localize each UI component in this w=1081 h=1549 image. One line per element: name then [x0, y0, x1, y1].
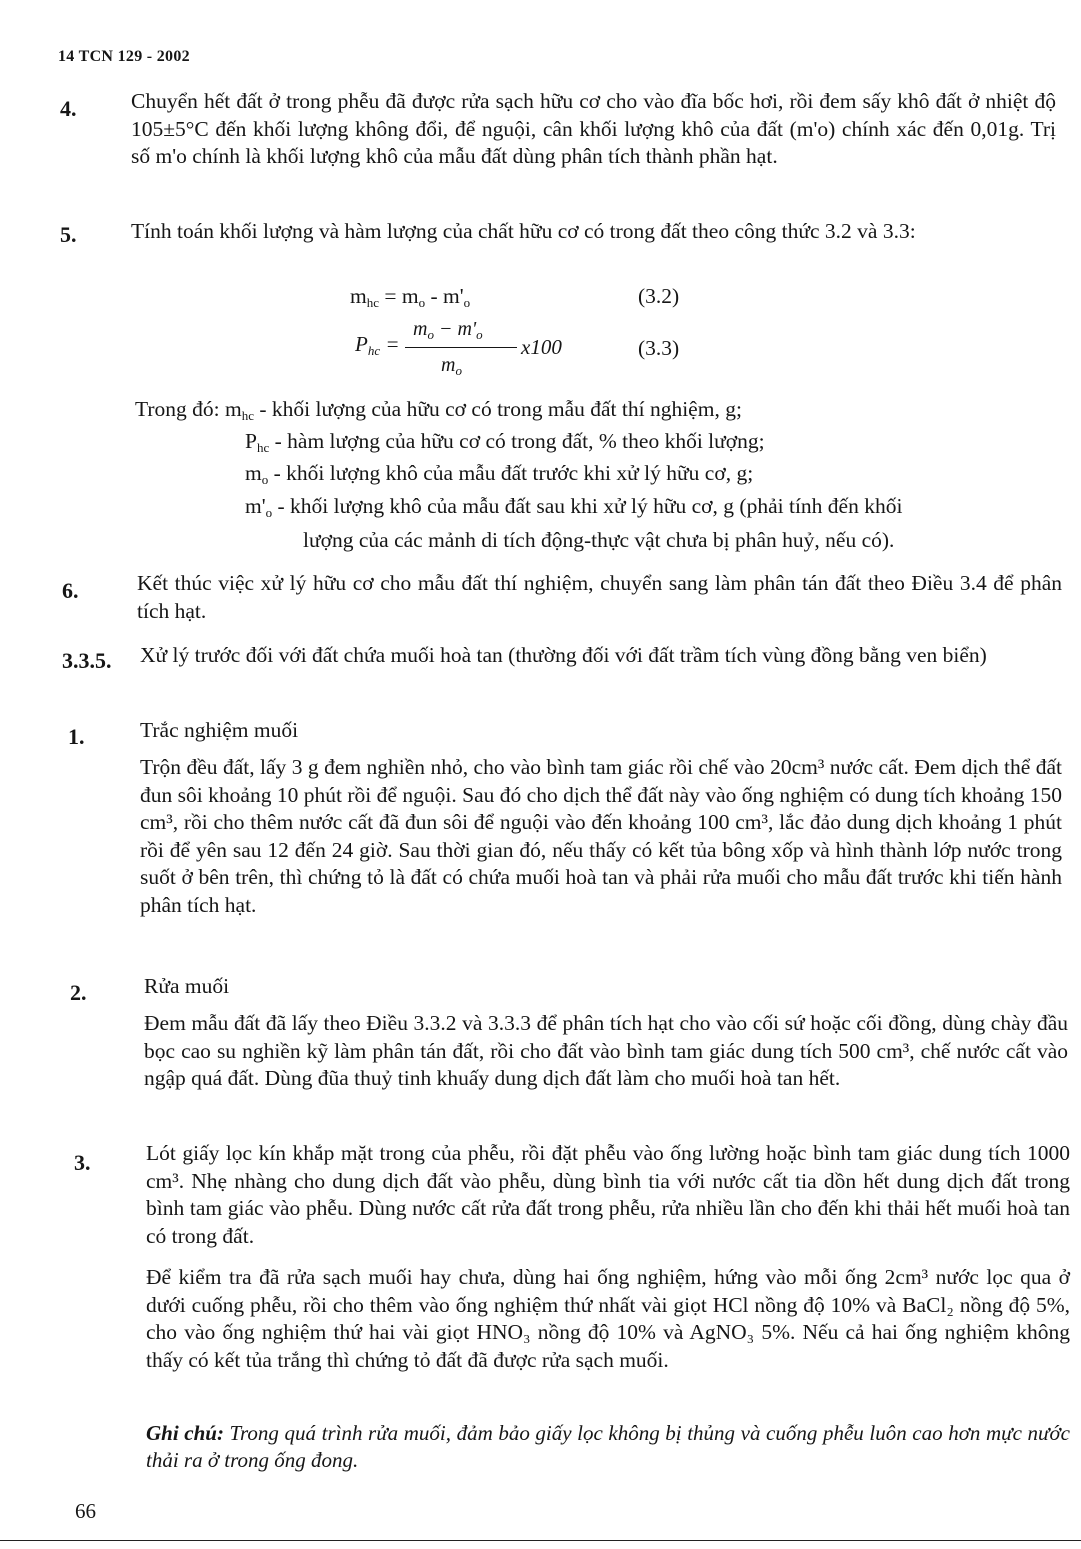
item-4-text: Chuyển hết đất ở trong phễu đã được rửa sạch hữu cơ cho vào đĩa bốc hơi, rồi đem sấy khô đất ở nhiệt độ 105±5°C đến khối lượng không đổi, để nguội, cân khối lượng khô của đất (m'o) chính xác đến 0,01g. Trị số m'o chính là khối lượng khô của mẫu đất dùng phân tích thành phần hạt. [131, 89, 1056, 168]
note: Ghi chú: Trong quá trình rửa muối, đảm bảo giấy lọc không bị thủng và cuống phễu luôn cao hơn mực nước thải ra ở trong ống đong. [146, 1421, 1070, 1472]
section-3-3-5-number: 3.3.5. [62, 648, 112, 673]
sub-2-text: Đem mẫu đất đã lấy theo Điều 3.3.2 và 3.3.3 để phân tích hạt cho vào cối sứ hoặc cối đồng, dùng chày đầu bọc cao su nghiền kỹ làm phân tán đất, rồi cho đất vào bình tam giác dung tích 500 cm³, chế nước cất vào ngập quá đất. Dùng đũa thuỷ tinh khuấy dung dịch đất làm cho muối hoà tan hết. [144, 1011, 1068, 1090]
document-code-header: 14 TCN 129 - 2002 [58, 48, 190, 65]
footer-rule [0, 1540, 1081, 1541]
item-4-number: 4. [60, 96, 77, 121]
formula-3-2: $m_{hc} = m_o - m'_o$ [350, 284, 471, 310]
item-5-text: Tính toán khối lượng và hàm lượng của chất hữu cơ có trong đất theo công thức 3.2 và 3.3: [131, 219, 916, 243]
sub-2-number: 2. [70, 980, 87, 1005]
formula-3-3-label: (3.3) [638, 336, 680, 360]
sub-3-number: 3. [74, 1150, 91, 1175]
page-number: 66 [75, 1499, 96, 1523]
sub-1-number: 1. [68, 724, 85, 749]
where-mp: $m'_o$ - khối lượng khô của mẫu đất sau khi xử lý hữu cơ, g (phải tính đến khối [245, 494, 903, 520]
item-6-number: 6. [62, 578, 79, 603]
fraction-bar [405, 347, 517, 348]
formula-3-3: $P_{hc}$ = $m_o - m'_o$ $m_o$ x100 [355, 318, 562, 378]
item-6-text: Kết thúc việc xử lý hữu cơ cho mẫu đất thí nghiệm, chuyển sang làm phân tán đất theo Điều 3.4 để phân tích hạt. [137, 571, 1062, 623]
item-5-number: 5. [60, 222, 77, 247]
where-m: $m_o$ - khối lượng khô của mẫu đất trước khi xử lý hữu cơ, g; [245, 461, 754, 487]
sub-1-title: Trắc nghiệm muối [140, 718, 299, 742]
sub-3-text: Lót giấy lọc kín khắp mặt trong của phễu, rồi đặt phễu vào ống lường hoặc bình tam giác dung tích 1000 cm³. Nhẹ nhàng cho dung dịch đất vào phễu, dùng bình tia với nước cất tia dồn hết dung dịch đất trong bình tam giác vào phễu. Dùng nước cất rửa đất trong phễu, rửa nhiều lần cho đến khi thải hết muối hoà tan có trong đất. [146, 1141, 1070, 1248]
sub-3-check-text: Để kiểm tra đã rửa sạch muối hay chưa, dùng hai ống nghiệm, hứng vào mỗi ống 2cm³ nước lọc qua ở dưới cuống phễu, rồi cho thêm vào ống nghiệm thứ nhất vài giọt HCl nồng độ 10% và BaCl₂ nồng độ 5%, cho vào ống nghiệm thứ hai vài giọt HNO₃ nồng độ 10% và AgNO₃ 5%. Nếu cả hai ống nghiệm không thấy có kết tủa trắng thì chứng tỏ đất đã được rửa sạch muối. [146, 1265, 1070, 1372]
where-p: $P_{hc}$ - hàm lượng của hữu cơ có trong đất, % theo khối lượng; [245, 429, 765, 455]
where-mp-continuation: lượng của các mảnh di tích động-thực vật chưa bị phân huỷ, nếu có). [303, 528, 895, 552]
where-intro: Trong đó: $m_{hc}$ - khối lượng của hữu cơ có trong mẫu đất thí nghiệm, g; [135, 397, 742, 423]
sub-2-title: Rửa muối [144, 974, 230, 998]
sub-1-text: Trộn đều đất, lấy 3 g đem nghiền nhỏ, cho vào bình tam giác rồi chế vào 20cm³ nước cất. Đem dịch thể đất đun sôi khoảng 10 phút rồi để nguội. Sau đó cho dịch thể đất này vào ống nghiệm có dung tích khoảng 150 cm³, rồi cho thêm nước cất đã đun sôi để nguội vào đến khoảng 100 cm³, lắc đảo dung dịch khoảng 1 phút rồi để yên sau 12 đến 24 giờ. Sau thời gian đó, nếu thấy có kết tủa bông xốp và hình thành lớp nước trong suốt ở bên trên, thì chứng tỏ là đất có chứa muối hoà tan và phải rửa muối cho mẫu đất trước khi tiến hành phân tích hạt. [140, 755, 1062, 917]
formula-3-2-label: (3.2) [638, 284, 680, 308]
section-3-3-5-title: Xử lý trước đối với đất chứa muối hoà tan (thường đối với đất trầm tích vùng đồng bằng ven biển) [140, 643, 987, 667]
